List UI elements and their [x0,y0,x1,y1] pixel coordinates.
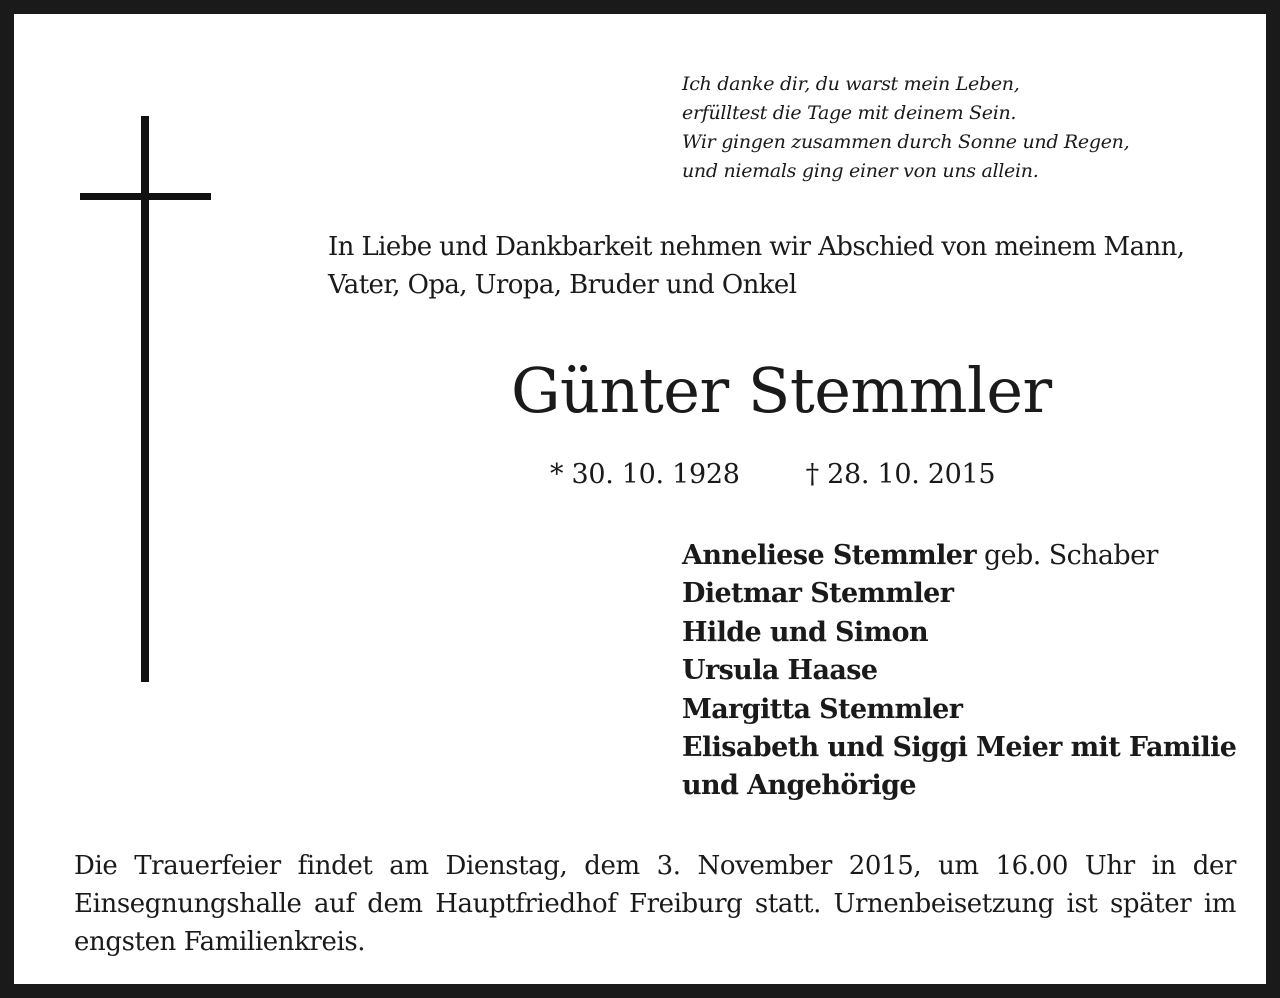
family-member-suffix: geb. Schaber [976,540,1158,571]
death-date: † 28. 10. 2015 [805,459,996,490]
family-member-name: Anneliese Stemmler [682,540,977,571]
poem [682,70,1242,186]
birth-date: * 30. 10. 1928 [550,459,740,490]
family-member: Dietmar Stemmler [682,578,954,610]
poem-line: und niemals ging einer von uns allein. [682,160,1039,182]
family-member [682,537,1252,575]
intro-text [328,228,1248,304]
family-member: Ursula Haase [682,655,878,687]
life-dates [550,456,995,494]
poem-line: erfülltest die Tage mit deinem Sein. [682,102,1017,124]
family-member: Hilde und Simon [682,616,928,648]
family-member: Elisabeth und Siggi Meier mit Familie [682,732,1237,764]
intro-line: Vater, Opa, Uropa, Bruder und Onkel [328,270,797,300]
cross-vertical-bar [141,116,149,682]
poem-line: Ich danke dir, du warst mein Leben, [682,73,1020,95]
deceased-name: Günter Stemmler [511,354,1052,427]
family-member: Margitta Stemmler [682,693,963,725]
service-announcement: Die Trauerfeier findet am Dienstag, dem 3. November 2015, um 16.00 Uhr in der Einsegnungshalle auf dem Hauptfriedhof Freiburg statt. Urnenbeisetzung ist später im engsten Familienkreis. [74,851,1236,957]
intro-line: In Liebe und Dankbarkeit nehmen wir Abschied von meinem Mann, [328,232,1185,262]
family-list [682,537,1252,806]
cross-horizontal-bar [80,193,211,200]
family-member: und Angehörige [682,770,916,802]
poem-line: Wir gingen zusammen durch Sonne und Regen, [682,131,1130,153]
